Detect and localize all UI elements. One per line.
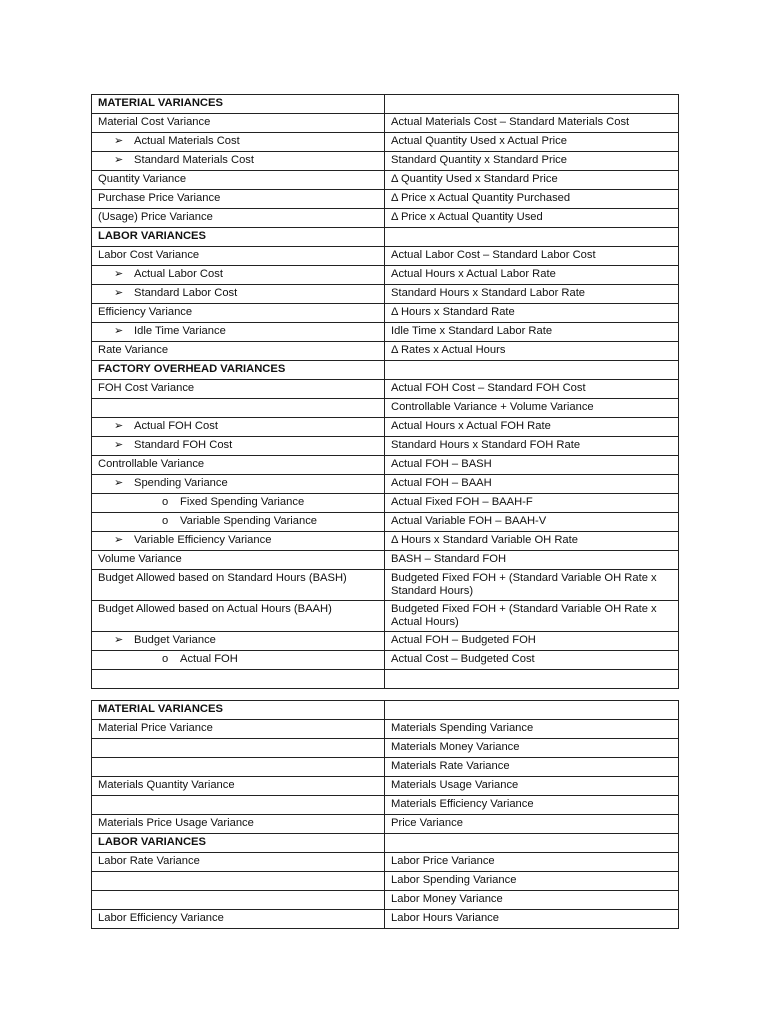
row-label-cell — [92, 513, 385, 532]
row-formula-cell — [385, 651, 679, 670]
table-row — [92, 758, 679, 777]
material-labor-overhead-variances-table — [91, 94, 679, 689]
variance-formula: Budgeted Fixed FOH + (Standard Variable OH Rate x Actual Hours) — [391, 603, 657, 628]
table-row — [92, 323, 679, 342]
row-label-cell — [92, 601, 385, 632]
row-formula-cell — [385, 418, 679, 437]
row-formula-cell — [385, 475, 679, 494]
table-row — [92, 95, 679, 114]
variance-formula: Δ Price x Actual Quantity Purchased — [391, 192, 571, 204]
variance-name: Actual Materials Cost — [134, 135, 240, 147]
variance-formula: Materials Usage Variance — [391, 779, 519, 791]
row-formula-cell — [385, 380, 679, 399]
row-label-cell — [92, 670, 385, 689]
variance-formula: Labor Hours Variance — [391, 912, 499, 924]
arrow-bullet-icon: ➢ — [114, 154, 124, 166]
variance-formula: Standard Quantity x Standard Price — [391, 154, 567, 166]
variance-name: Labor Rate Variance — [98, 855, 200, 867]
variance-formula: Materials Money Variance — [391, 741, 520, 753]
row-formula-cell — [385, 570, 679, 601]
table-row — [92, 228, 679, 247]
row-label-cell — [92, 190, 385, 209]
table-row — [92, 632, 679, 651]
variance-name: MATERIAL VARIANCES — [98, 97, 223, 109]
row-formula-cell — [385, 532, 679, 551]
row-formula-cell — [385, 494, 679, 513]
table-row — [92, 601, 679, 632]
row-label-cell — [92, 532, 385, 551]
variance-name: LABOR VARIANCES — [98, 836, 206, 848]
row-formula-cell — [385, 361, 679, 380]
row-label-cell — [92, 304, 385, 323]
variance-name: FACTORY OVERHEAD VARIANCES — [98, 363, 286, 375]
row-formula-cell — [385, 228, 679, 247]
variance-name: Efficiency Variance — [98, 306, 193, 318]
variance-formula: Actual FOH Cost – Standard FOH Cost — [391, 382, 586, 394]
variance-formula: Standard Hours x Standard Labor Rate — [391, 287, 586, 299]
variance-formula: Labor Price Variance — [391, 855, 495, 867]
row-formula-cell — [385, 551, 679, 570]
variance-formula: Actual Quantity Used x Actual Price — [391, 135, 567, 147]
table-row — [92, 701, 679, 720]
variance-name: Standard Materials Cost — [134, 154, 255, 166]
row-formula-cell — [385, 190, 679, 209]
row-label-cell — [92, 228, 385, 247]
row-label-cell — [92, 632, 385, 651]
table-row — [92, 247, 679, 266]
row-label-cell — [92, 95, 385, 114]
row-label-cell — [92, 834, 385, 853]
row-formula-cell — [385, 739, 679, 758]
row-formula-cell — [385, 910, 679, 929]
row-label-cell — [92, 152, 385, 171]
variance-name: LABOR VARIANCES — [98, 230, 206, 242]
row-label-cell — [92, 777, 385, 796]
table-row — [92, 418, 679, 437]
arrow-bullet-icon: ➢ — [114, 420, 124, 432]
row-label-cell — [92, 418, 385, 437]
table-row — [92, 304, 679, 323]
row-label-cell — [92, 323, 385, 342]
row-formula-cell — [385, 777, 679, 796]
variance-name: Actual Labor Cost — [134, 268, 223, 280]
row-label-cell — [92, 796, 385, 815]
row-formula-cell — [385, 437, 679, 456]
variance-name: Actual FOH — [180, 653, 238, 665]
variance-name: Material Cost Variance — [98, 116, 211, 128]
row-label-cell — [92, 456, 385, 475]
table-row — [92, 456, 679, 475]
variance-formula: Price Variance — [391, 817, 463, 829]
row-label-cell — [92, 285, 385, 304]
variance-formula: Idle Time x Standard Labor Rate — [391, 325, 553, 337]
variance-formula: Δ Price x Actual Quantity Used — [391, 211, 543, 223]
table-row — [92, 380, 679, 399]
table-row — [92, 285, 679, 304]
row-label-cell — [92, 872, 385, 891]
variance-name: Budget Allowed based on Standard Hours (BASH) — [98, 572, 347, 584]
variance-formula: Actual Variable FOH – BAAH-V — [391, 515, 547, 527]
row-label-cell — [92, 739, 385, 758]
row-label-cell — [92, 551, 385, 570]
variance-name: Variable Spending Variance — [180, 515, 318, 527]
row-formula-cell — [385, 815, 679, 834]
variance-name: Variable Efficiency Variance — [134, 534, 272, 546]
variance-formula: Actual FOH – BASH — [391, 458, 492, 470]
row-formula-cell — [385, 114, 679, 133]
table2-body — [92, 701, 679, 929]
table-row — [92, 670, 679, 689]
row-formula-cell — [385, 834, 679, 853]
row-formula-cell — [385, 513, 679, 532]
row-formula-cell — [385, 209, 679, 228]
table-row — [92, 651, 679, 670]
row-label-cell — [92, 247, 385, 266]
variance-formula: Actual Materials Cost – Standard Materials Cost — [391, 116, 630, 128]
variance-name: Budget Allowed based on Actual Hours (BAAH) — [98, 603, 332, 615]
variance-name: FOH Cost Variance — [98, 382, 195, 394]
table-row — [92, 777, 679, 796]
row-formula-cell — [385, 872, 679, 891]
variance-formula: Δ Hours x Standard Variable OH Rate — [391, 534, 578, 546]
row-label-cell — [92, 570, 385, 601]
variance-name: Standard Labor Cost — [134, 287, 238, 299]
arrow-bullet-icon: ➢ — [114, 634, 124, 646]
row-formula-cell — [385, 796, 679, 815]
row-formula-cell — [385, 152, 679, 171]
variance-name: Volume Variance — [98, 553, 182, 565]
table-row — [92, 114, 679, 133]
table-row — [92, 209, 679, 228]
row-formula-cell — [385, 456, 679, 475]
variance-formula: Δ Quantity Used x Standard Price — [391, 173, 558, 185]
circle-bullet-icon: o — [162, 653, 169, 665]
row-formula-cell — [385, 632, 679, 651]
table-row — [92, 361, 679, 380]
table-row — [92, 399, 679, 418]
variance-name: Material Price Variance — [98, 722, 213, 734]
table-row — [92, 133, 679, 152]
variance-formula: Actual Fixed FOH – BAAH-F — [391, 496, 533, 508]
variance-name: Rate Variance — [98, 344, 169, 356]
variance-name: Materials Quantity Variance — [98, 779, 235, 791]
row-label-cell — [92, 651, 385, 670]
variance-name: Controllable Variance — [98, 458, 205, 470]
variance-name: Fixed Spending Variance — [180, 496, 305, 508]
variance-name: MATERIAL VARIANCES — [98, 703, 223, 715]
row-label-cell — [92, 399, 385, 418]
table-row — [92, 532, 679, 551]
variance-formula: BASH – Standard FOH — [391, 553, 507, 565]
table-row — [92, 513, 679, 532]
arrow-bullet-icon: ➢ — [114, 268, 124, 280]
variance-formula: Actual Labor Cost – Standard Labor Cost — [391, 249, 596, 261]
row-label-cell — [92, 815, 385, 834]
row-label-cell — [92, 133, 385, 152]
variance-name: Actual FOH Cost — [134, 420, 218, 432]
row-formula-cell — [385, 399, 679, 418]
variance-name: Spending Variance — [134, 477, 228, 489]
table1-body — [92, 95, 679, 689]
table-row — [92, 475, 679, 494]
variance-formula: Materials Rate Variance — [391, 760, 510, 772]
variance-formula: Labor Spending Variance — [391, 874, 517, 886]
row-formula-cell — [385, 891, 679, 910]
row-label-cell — [92, 758, 385, 777]
row-label-cell — [92, 171, 385, 190]
variance-name: Labor Efficiency Variance — [98, 912, 224, 924]
row-formula-cell — [385, 720, 679, 739]
row-formula-cell — [385, 133, 679, 152]
table-row — [92, 720, 679, 739]
table-row — [92, 266, 679, 285]
row-label-cell — [92, 701, 385, 720]
table-row — [92, 152, 679, 171]
row-label-cell — [92, 380, 385, 399]
table-row — [92, 171, 679, 190]
row-formula-cell — [385, 853, 679, 872]
circle-bullet-icon: o — [162, 496, 169, 508]
row-formula-cell — [385, 266, 679, 285]
variance-name: Quantity Variance — [98, 173, 187, 185]
table-row — [92, 853, 679, 872]
variance-name: Materials Price Usage Variance — [98, 817, 254, 829]
variance-formula: Budgeted Fixed FOH + (Standard Variable OH Rate x Standard Hours) — [391, 572, 657, 597]
table-row — [92, 739, 679, 758]
table-row — [92, 437, 679, 456]
table-row — [92, 815, 679, 834]
table-row — [92, 834, 679, 853]
table-row — [92, 551, 679, 570]
arrow-bullet-icon: ➢ — [114, 477, 124, 489]
variance-formula: Labor Money Variance — [391, 893, 503, 905]
row-formula-cell — [385, 342, 679, 361]
row-label-cell — [92, 910, 385, 929]
row-formula-cell — [385, 323, 679, 342]
table-row — [92, 342, 679, 361]
arrow-bullet-icon: ➢ — [114, 135, 124, 147]
variance-name: Purchase Price Variance — [98, 192, 221, 204]
row-formula-cell — [385, 670, 679, 689]
row-label-cell — [92, 209, 385, 228]
variance-name: (Usage) Price Variance — [98, 211, 213, 223]
variance-formula: Actual FOH – Budgeted FOH — [391, 634, 536, 646]
variance-formula: Actual Hours x Actual Labor Rate — [391, 268, 556, 280]
row-formula-cell — [385, 247, 679, 266]
variance-formula: Actual Cost – Budgeted Cost — [391, 653, 535, 665]
variance-name: Idle Time Variance — [134, 325, 226, 337]
row-formula-cell — [385, 285, 679, 304]
table-row — [92, 796, 679, 815]
row-formula-cell — [385, 95, 679, 114]
table-row — [92, 872, 679, 891]
variance-formula: Actual Hours x Actual FOH Rate — [391, 420, 551, 432]
circle-bullet-icon: o — [162, 515, 169, 527]
variance-name: Labor Cost Variance — [98, 249, 200, 261]
row-label-cell — [92, 266, 385, 285]
row-formula-cell — [385, 701, 679, 720]
row-label-cell — [92, 342, 385, 361]
row-label-cell — [92, 475, 385, 494]
arrow-bullet-icon: ➢ — [114, 439, 124, 451]
row-label-cell — [92, 494, 385, 513]
table-row — [92, 570, 679, 601]
table-row — [92, 910, 679, 929]
table-row — [92, 190, 679, 209]
row-label-cell — [92, 437, 385, 456]
variance-name: Budget Variance — [134, 634, 216, 646]
row-formula-cell — [385, 304, 679, 323]
variance-name: Standard FOH Cost — [134, 439, 233, 451]
variance-formula: Materials Efficiency Variance — [391, 798, 534, 810]
row-label-cell — [92, 891, 385, 910]
variance-synonyms-table — [91, 700, 679, 929]
arrow-bullet-icon: ➢ — [114, 287, 124, 299]
variance-formula: Controllable Variance + Volume Variance — [391, 401, 594, 413]
row-label-cell — [92, 720, 385, 739]
row-formula-cell — [385, 171, 679, 190]
row-label-cell — [92, 114, 385, 133]
arrow-bullet-icon: ➢ — [114, 325, 124, 337]
row-formula-cell — [385, 758, 679, 777]
row-formula-cell — [385, 601, 679, 632]
table-row — [92, 494, 679, 513]
table-row — [92, 891, 679, 910]
variance-formula: Actual FOH – BAAH — [391, 477, 492, 489]
row-label-cell — [92, 361, 385, 380]
arrow-bullet-icon: ➢ — [114, 534, 124, 546]
variance-formula: Materials Spending Variance — [391, 722, 534, 734]
variance-formula: Standard Hours x Standard FOH Rate — [391, 439, 581, 451]
variance-formula: Δ Rates x Actual Hours — [391, 344, 506, 356]
variance-formula: Δ Hours x Standard Rate — [391, 306, 515, 318]
row-label-cell — [92, 853, 385, 872]
